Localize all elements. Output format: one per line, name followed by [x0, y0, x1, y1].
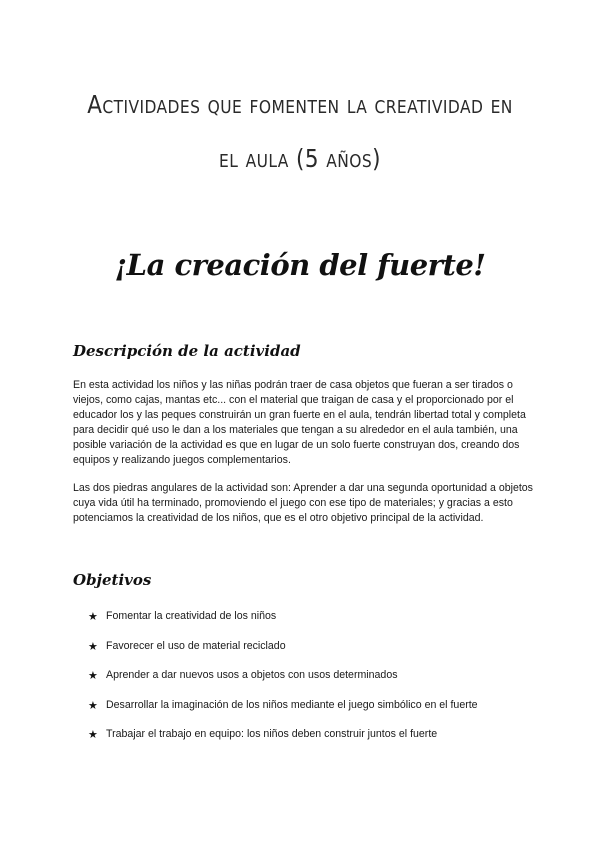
- objective-item: [88, 609, 548, 624]
- objective-item: [88, 639, 548, 654]
- objective-text: Trabajar el trabajo en equipo: los niños deben construir juntos el fuerte: [106, 728, 438, 740]
- description-paragraph: Las dos piedras angulares de la actividad son: Aprender a dar una segunda oportunidad a objetos cuya vida útil ha terminado, promoviendo el juego con ese tipo de materiales; y gracias a esto potenciamos la creatividad de los niños, que es el otro objetivo principal de la actividad.: [73, 482, 533, 524]
- star-icon: ★: [88, 669, 98, 682]
- star-icon: ★: [88, 610, 98, 623]
- objective-text: Fomentar la creatividad de los niños: [106, 610, 277, 622]
- star-icon: ★: [88, 728, 98, 741]
- objectives-list: [88, 609, 548, 757]
- star-icon: ★: [88, 639, 98, 653]
- document-title: Actividades que fomenten la creatividad en el aula (5 años): [87, 90, 513, 173]
- objective-item: [88, 727, 548, 742]
- objective-item: [88, 698, 548, 713]
- description-heading: Descripción de la actividad: [73, 342, 301, 360]
- star-icon: ★: [88, 698, 98, 712]
- description-paragraph: En esta actividad los niños y las niñas podrán traer de casa objetos que fueran a ser tirados o viejos, como cajas, mantas etc... con el material que traigan de casa y el proporcionado por el educador los y las peques construirán un gran fuerte en el aula, tendrán libertad total y completa para decidir qué uso le dan a los materiales que tengan a su alrededor en el aula también, una posible variación de la actividad es que en lugar de un solo fuerte construyan dos, creando dos equipos y realizando juegos complementarios.: [73, 379, 526, 466]
- objectives-heading: Objetivos: [73, 571, 152, 589]
- objective-item: [88, 668, 548, 683]
- objective-text: Favorecer el uso de material reciclado: [106, 639, 286, 652]
- activity-title: ¡La creación del fuerte!: [114, 248, 486, 282]
- objective-text: Aprender a dar nuevos usos a objetos con usos determinados: [106, 669, 398, 681]
- objective-text: Desarrollar la imaginación de los niños mediante el juego simbólico en el fuerte: [106, 698, 478, 711]
